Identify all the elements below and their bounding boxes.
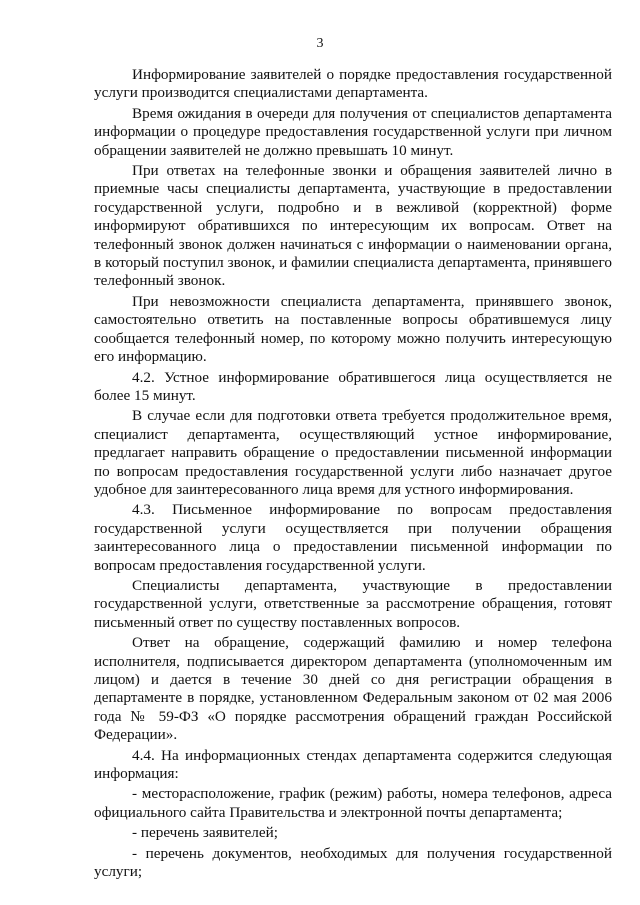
paragraph: Время ожидания в очереди для получения от специалистов департамента информации о процедуре предоставления государственной услуги при личном обращении заявителей не должно превышать 10 минут. [94, 104, 612, 159]
list-item: - перечень заявителей; [132, 824, 278, 842]
paragraph: При невозможности специалиста департамента, принявшего звонок, самостоятельно ответить на поставленные вопросы обратившемуся лицу сообщается телефонный номер, по которому можно получить интересующую его информацию. [94, 292, 612, 366]
list-item: - месторасположение, график (режим) работы, номера телефонов, адреса официального сайта Правительства и электронной почты департамента; [94, 785, 612, 821]
body-text [94, 66, 612, 883]
paragraph: Ответ на обращение, содержащий фамилию и номер телефона исполнителя, подписывается директором департамента (уполномоченным им лицом) и дается в течение 30 дней со дня регистрации обращения в департаменте в порядке, установленном Федеральным законом от 02 мая 2006 года № 59-ФЗ «О порядке рассмотрения обращений граждан Российской Федерации». [94, 634, 612, 744]
page-number: 3 [316, 36, 324, 51]
paragraph: 4.4. На информационных стендах департамента содержится следующая информация: [94, 746, 612, 783]
paragraph: Информирование заявителей о порядке предоставления государственной услуги производится специалистами департамента. [94, 66, 612, 102]
paragraph: 4.2. Устное информирование обратившегося лица осуществляется не более 15 минут. [94, 368, 612, 404]
paragraph: В случае если для подготовки ответа требуется продолжительное время, специалист департамента, осуществляющий устное информирование, предлагает направить обращение о предоставлении письменной информации по вопросам предоставления государственной услуги либо назначает другое удобное для заинтересованного лица время для устного информирования. [94, 407, 612, 498]
paragraph: При ответах на телефонные звонки и обращения заявителей лично в приемные часы специалисты департамента, участвующие в предоставлении государственной услуги, подробно и в вежливой (корректной) форме информируют обратившихся по интересующим их вопросам. Ответ на телефонный звонок должен начинаться с информации о наименовании органа, в который поступил звонок, и фамилии специалиста департамента, принявшего телефонный звонок. [94, 162, 612, 290]
paragraph: 4.3. Письменное информирование по вопросам предоставления государственной услуги осуществляется при получении обращения заинтересованного лица о предоставлении письменной информации по вопросам предоставления государственной услуги. [94, 501, 612, 574]
paragraph: Специалисты департамента, участвующие в предоставлении государственной услуги, ответственные за рассмотрение обращения, готовят письменный ответ по существу поставленных вопросов. [94, 576, 612, 631]
list-item: - перечень документов, необходимых для получения государственной услуги; [94, 844, 612, 881]
